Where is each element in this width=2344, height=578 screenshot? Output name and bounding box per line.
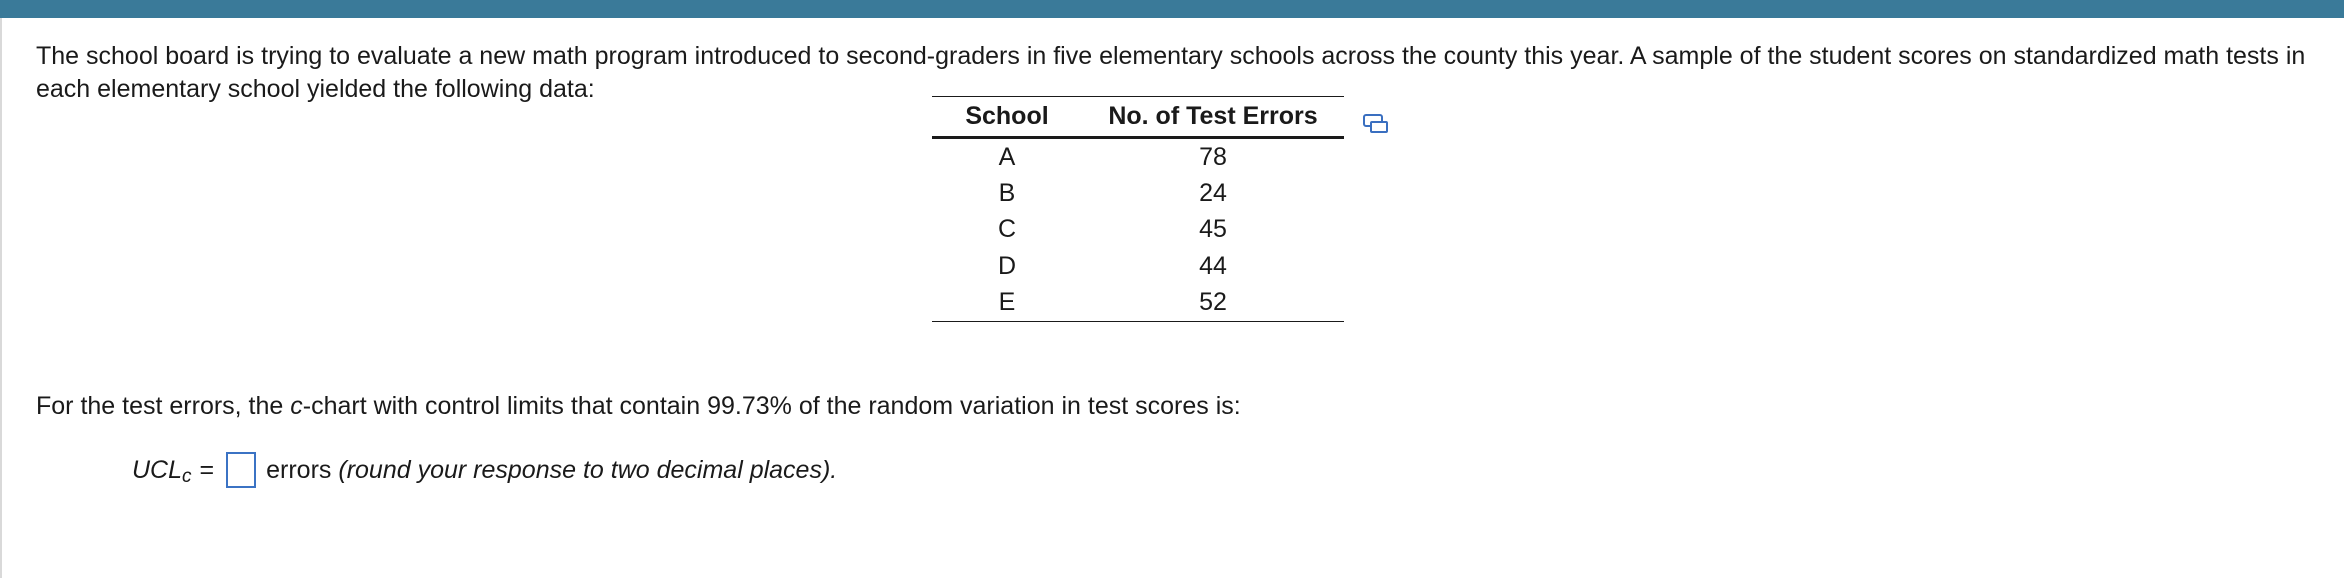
- copy-table-icon[interactable]: [1362, 112, 1390, 136]
- table-row: [932, 248, 1344, 284]
- errors-cell: 52: [1082, 285, 1344, 322]
- table-row: [932, 285, 1344, 322]
- ucl-label-subscript: c: [182, 465, 192, 487]
- data-table: [932, 96, 1344, 322]
- school-cell: D: [997, 251, 1017, 280]
- ucl-answer-input[interactable]: [226, 452, 256, 488]
- errors-cell: 44: [1199, 251, 1227, 280]
- equals-sign: =: [199, 455, 215, 484]
- question-pre: For the test errors, the: [36, 392, 291, 420]
- top-banner: [0, 0, 2344, 18]
- column-header-errors: No. of Test Errors: [1082, 97, 1344, 138]
- table-header-row: [932, 97, 1344, 138]
- problem-intro: The school board is trying to evaluate a new math program introduced to second-graders in five elementary schools across the county this year. A sample of the student scores on standardized math tests in each elementary school yielded the following data:: [36, 42, 2306, 103]
- chart-variable: c: [290, 392, 303, 420]
- school-cell: A: [998, 142, 1016, 171]
- answer-unit: errors: [266, 455, 332, 484]
- errors-cell: 24: [1199, 179, 1227, 208]
- table-row: [932, 175, 1344, 211]
- answer-hint: (round your response to two decimal places).: [338, 455, 838, 484]
- ucl-label-main: UCL: [132, 455, 183, 484]
- school-cell: B: [998, 179, 1016, 208]
- school-cell: C: [997, 215, 1017, 244]
- table-row: [932, 212, 1344, 248]
- answer-row: [132, 452, 837, 488]
- question-post: -chart with control limits that contain 99.73% of the random variation in test scores is:: [302, 392, 1241, 420]
- table-row: [932, 138, 1344, 176]
- errors-cell: 45: [1199, 215, 1227, 244]
- ucl-label: [132, 456, 192, 485]
- question-text: [36, 392, 1241, 421]
- errors-cell: 78: [1199, 142, 1227, 171]
- data-table-container: [932, 96, 1344, 322]
- column-header-school: School: [932, 97, 1082, 138]
- school-cell: E: [932, 285, 1082, 322]
- left-border: [0, 18, 2, 578]
